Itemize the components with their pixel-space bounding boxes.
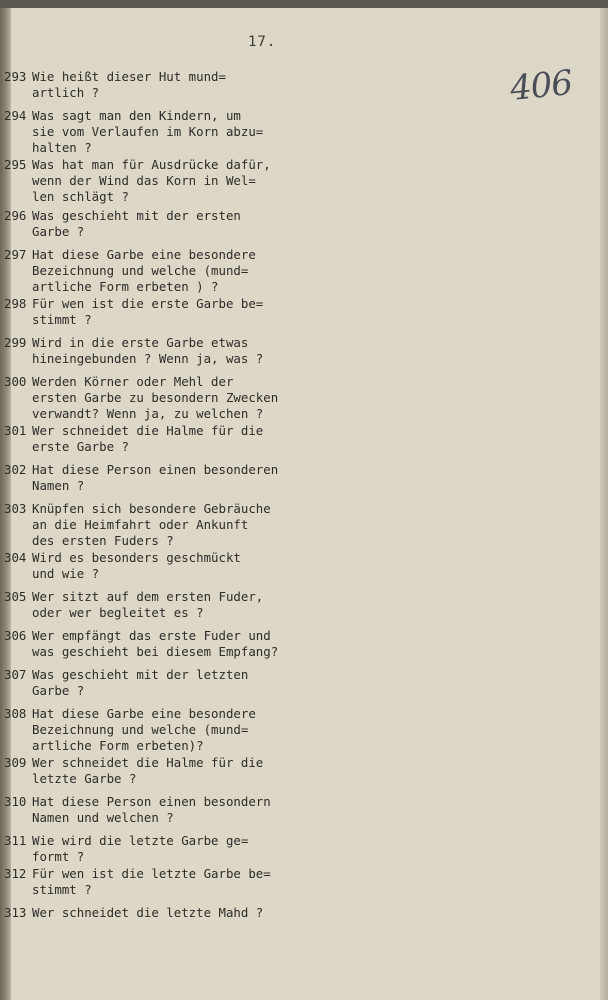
question-text xyxy=(32,296,304,328)
question-text xyxy=(32,866,304,898)
question-text-line: Wer schneidet die Halme für die xyxy=(32,423,264,438)
question-text xyxy=(32,628,304,660)
question-text-line: Für wen ist die letzte Garbe be= xyxy=(32,866,271,881)
question-text-line: letzte Garbe ? xyxy=(32,771,137,786)
question-text xyxy=(32,423,304,455)
question-text-line: Wer empfängt das erste Fuder und xyxy=(32,628,271,643)
question-text-line: formt ? xyxy=(32,849,85,864)
question-text xyxy=(32,247,304,295)
question-text-line: Wird in die erste Garbe etwas xyxy=(32,335,249,350)
question-text xyxy=(32,157,304,205)
question-number: 296 xyxy=(4,208,27,223)
question-text-line: Was hat man für Ausdrücke dafür, xyxy=(32,157,271,172)
question-text xyxy=(32,706,304,754)
question-number: 294 xyxy=(4,108,27,123)
question-text xyxy=(32,69,304,101)
question-text-line: artlich ? xyxy=(32,85,100,100)
question-text-line: artliche Form erbeten)? xyxy=(32,738,204,753)
question-text-line: Wer schneidet die letzte Mahd ? xyxy=(32,905,264,920)
question-number: 303 xyxy=(4,501,27,516)
question-text-line: Garbe ? xyxy=(32,224,85,239)
question-text-line: halten ? xyxy=(32,140,92,155)
question-text xyxy=(32,833,304,865)
question-text-line: Wer schneidet die Halme für die xyxy=(32,755,264,770)
question-text-line: erste Garbe ? xyxy=(32,439,129,454)
question-text-line: Namen ? xyxy=(32,478,85,493)
question-text-line: Was geschieht mit der letzten xyxy=(32,667,249,682)
question-text-line: Was sagt man den Kindern, um xyxy=(32,108,241,123)
question-number: 304 xyxy=(4,550,27,565)
question-text xyxy=(32,667,304,699)
question-text-line: Knüpfen sich besondere Gebräuche xyxy=(32,501,271,516)
question-text xyxy=(32,335,304,367)
question-number: 312 xyxy=(4,866,27,881)
question-number: 306 xyxy=(4,628,27,643)
question-text-line: Hat diese Person einen besonderen xyxy=(32,462,279,477)
question-number: 301 xyxy=(4,423,27,438)
page-right-edge xyxy=(600,8,608,1000)
question-text xyxy=(32,501,304,549)
question-number: 310 xyxy=(4,794,27,809)
question-text-line: Wie wird die letzte Garbe ge= xyxy=(32,833,249,848)
question-text xyxy=(32,550,304,582)
question-text xyxy=(32,905,304,921)
question-text-line: Bezeichnung und welche (mund= xyxy=(32,722,249,737)
question-number: 297 xyxy=(4,247,27,262)
question-text xyxy=(32,794,304,826)
question-text-line: Wer sitzt auf dem ersten Fuder, xyxy=(32,589,264,604)
question-number: 305 xyxy=(4,589,27,604)
question-text xyxy=(32,374,304,422)
question-text xyxy=(32,755,304,787)
question-text-line: sie vom Verlaufen im Korn abzu= xyxy=(32,124,264,139)
question-number: 308 xyxy=(4,706,27,721)
question-text-line: len schlägt ? xyxy=(32,189,129,204)
question-text-line: und wie ? xyxy=(32,566,100,581)
question-text-line: Was geschieht mit der ersten xyxy=(32,208,241,223)
question-number: 293 xyxy=(4,69,27,84)
question-number: 298 xyxy=(4,296,27,311)
question-text xyxy=(32,462,304,494)
question-number: 302 xyxy=(4,462,27,477)
question-number: 307 xyxy=(4,667,27,682)
question-text-line: Namen und welchen ? xyxy=(32,810,174,825)
question-text-line: stimmt ? xyxy=(32,882,92,897)
question-text-line: stimmt ? xyxy=(32,312,92,327)
question-text-line: hineingebunden ? Wenn ja, was ? xyxy=(32,351,264,366)
question-text-line: Hat diese Garbe eine besondere xyxy=(32,706,256,721)
question-text-line: oder wer begleitet es ? xyxy=(32,605,204,620)
question-number: 299 xyxy=(4,335,27,350)
question-text-line: Wie heißt dieser Hut mund= xyxy=(32,69,226,84)
question-text-line: Hat diese Person einen besondern xyxy=(32,794,271,809)
question-text xyxy=(32,108,304,156)
question-number: 313 xyxy=(4,905,27,920)
question-text-line: Wird es besonders geschmückt xyxy=(32,550,241,565)
question-text xyxy=(32,589,304,621)
question-text-line: Bezeichnung und welche (mund= xyxy=(32,263,249,278)
handwritten-archive-number: 406 xyxy=(508,62,574,110)
question-text-line: was geschieht bei diesem Empfang? xyxy=(32,644,279,659)
question-text-line: verwandt? Wenn ja, zu welchen ? xyxy=(32,406,264,421)
question-text-line: des ersten Fuders ? xyxy=(32,533,174,548)
question-text-line: Hat diese Garbe eine besondere xyxy=(32,247,256,262)
question-text-line: artliche Form erbeten ) ? xyxy=(32,279,219,294)
top-dark-strip xyxy=(0,0,608,8)
page-number: 17. xyxy=(248,34,277,50)
question-number: 295 xyxy=(4,157,27,172)
question-text-line: ersten Garbe zu besondern Zwecken xyxy=(32,390,279,405)
question-text-line: Werden Körner oder Mehl der xyxy=(32,374,234,389)
question-text-line: Garbe ? xyxy=(32,683,85,698)
question-number: 309 xyxy=(4,755,27,770)
question-text xyxy=(32,208,304,240)
question-text-line: an die Heimfahrt oder Ankunft xyxy=(32,517,249,532)
question-number: 300 xyxy=(4,374,27,389)
question-number: 311 xyxy=(4,833,27,848)
question-text-line: Für wen ist die erste Garbe be= xyxy=(32,296,264,311)
question-text-line: wenn der Wind das Korn in Wel= xyxy=(32,173,256,188)
